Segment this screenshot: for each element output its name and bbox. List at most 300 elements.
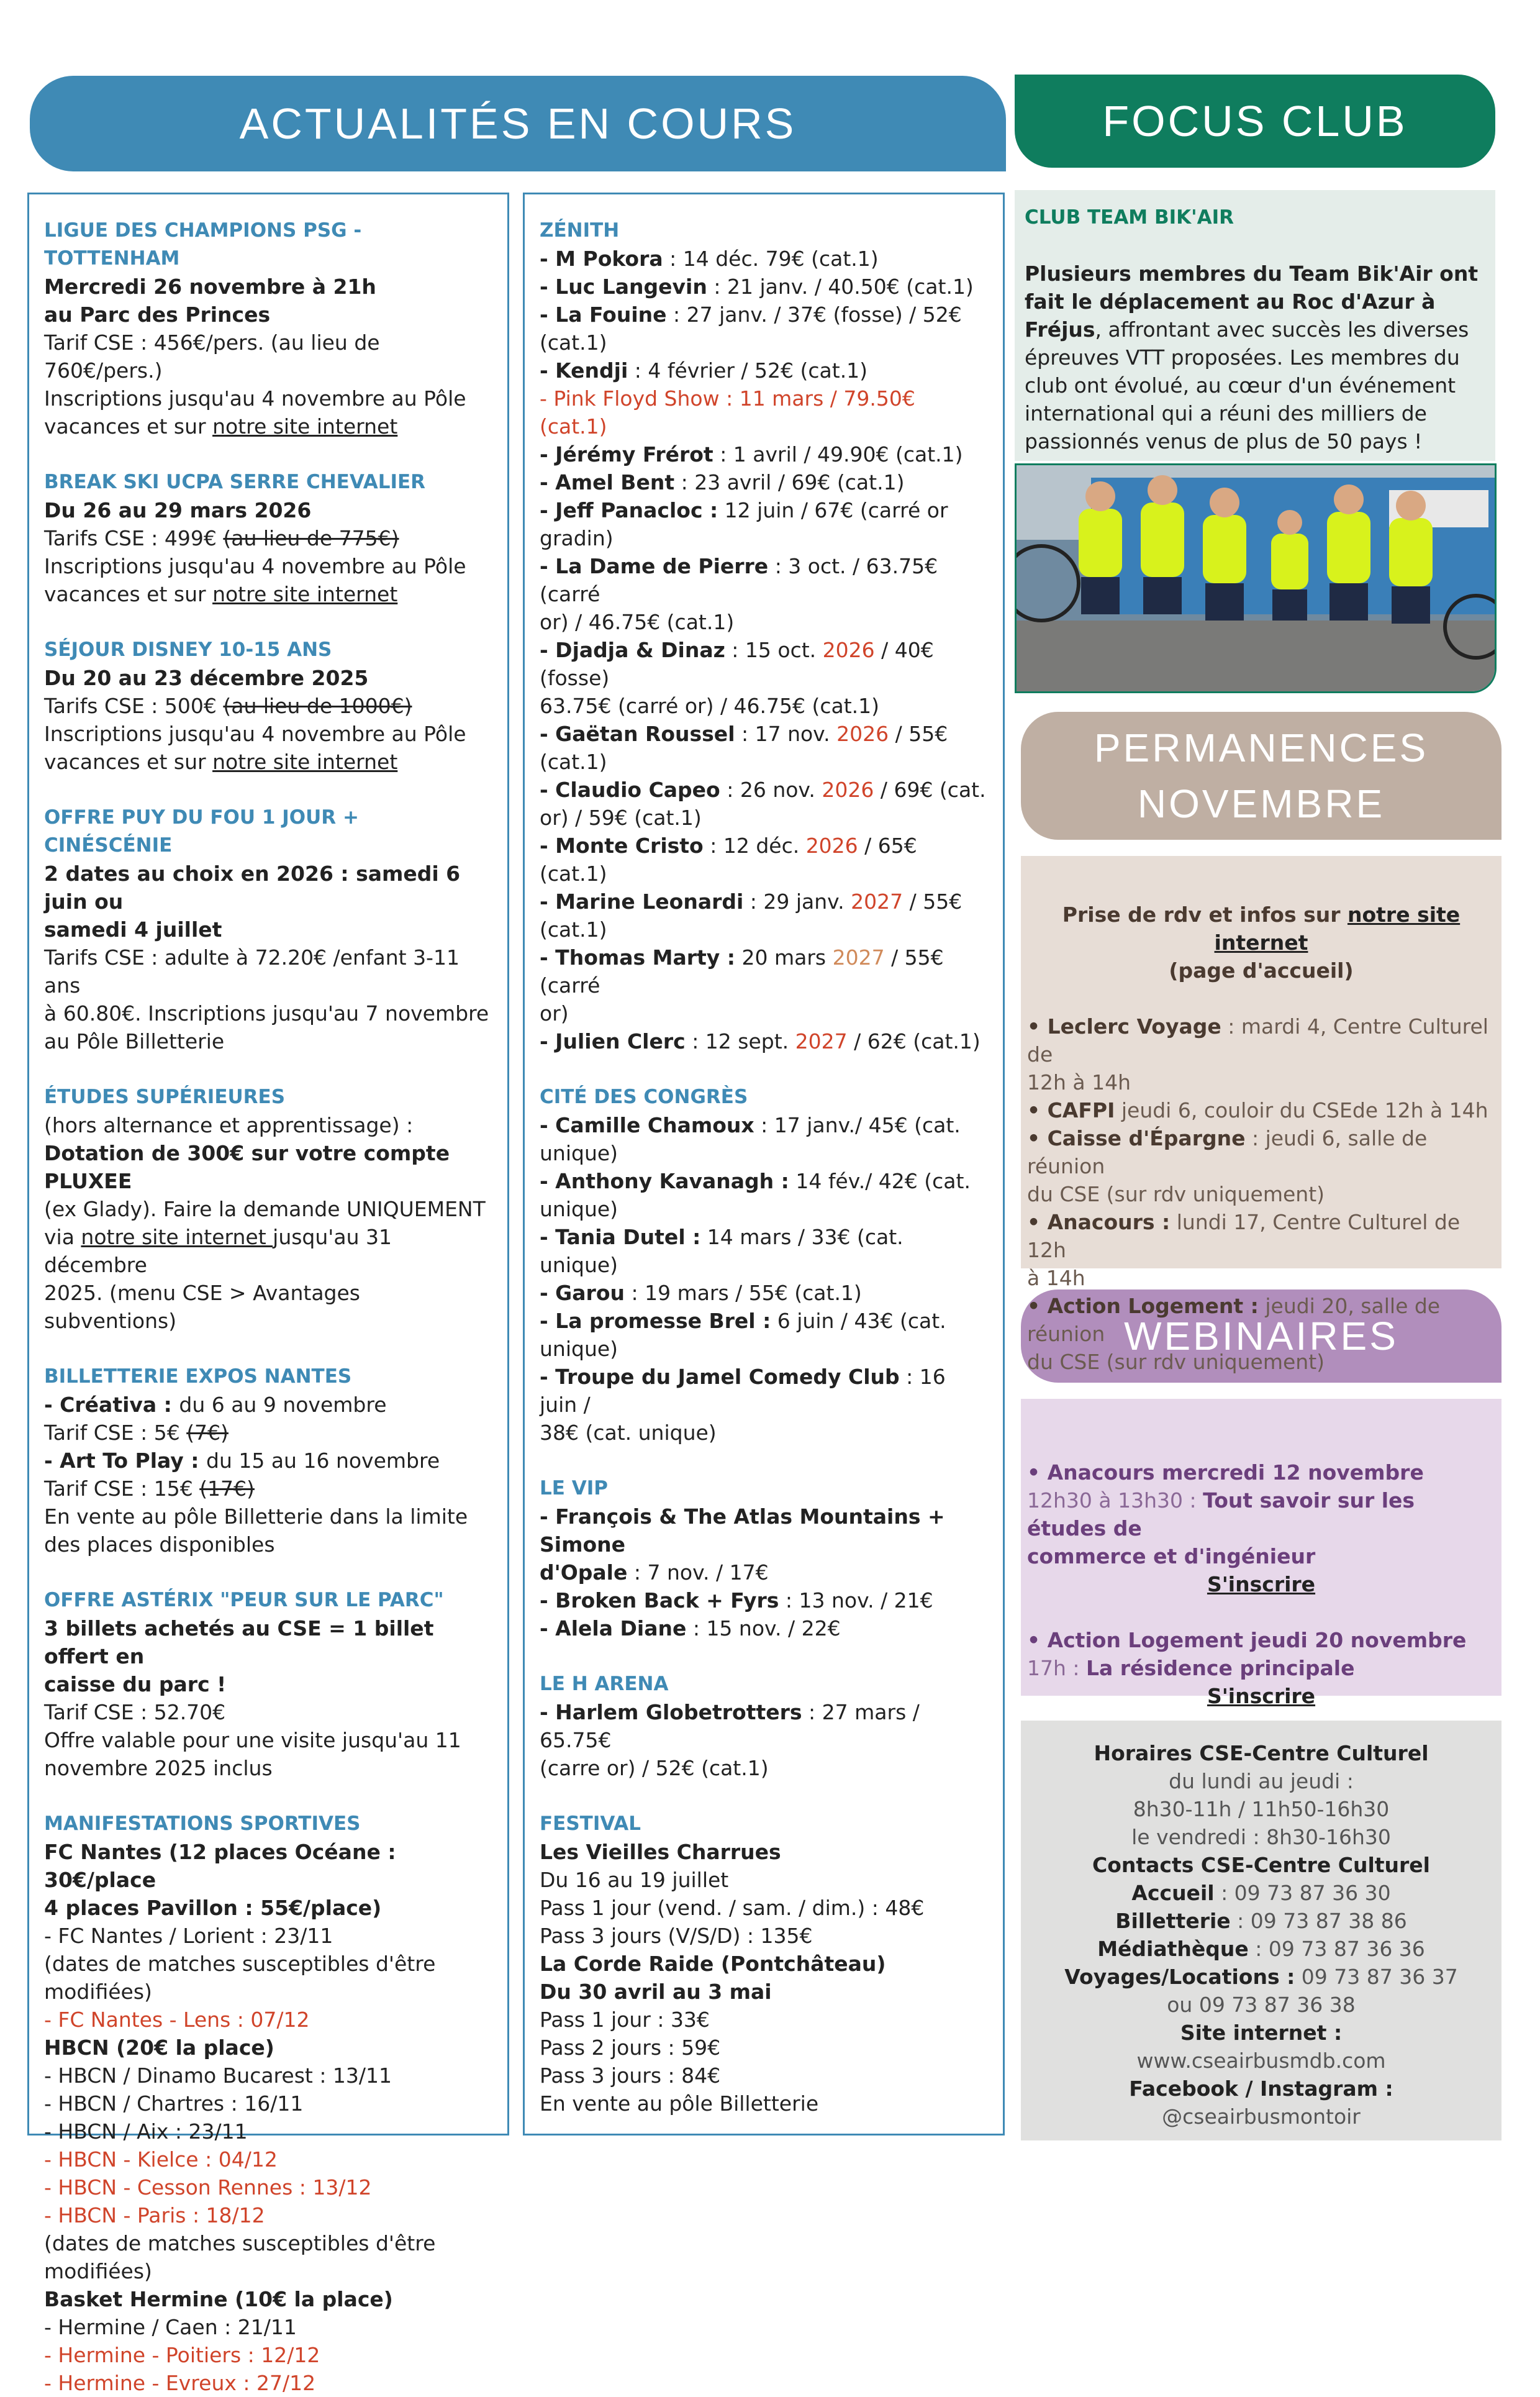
text-line: Basket Hermine (10€ la place) bbox=[44, 2287, 393, 2311]
focus-club-box bbox=[1015, 190, 1495, 461]
text-line: Tarif CSE : 456€/pers. (au lieu de 760€/pers.) bbox=[44, 330, 380, 383]
site-link[interactable]: notre site internet bbox=[212, 582, 398, 606]
text-line: - Hermine / Caen : 21/11 bbox=[44, 2315, 297, 2339]
text-line bbox=[1027, 1963, 1495, 1991]
section-heading: BILLETTERIE EXPOS NANTES bbox=[44, 1365, 352, 1388]
section-heading: OFFRE ASTÉRIX "PEUR SUR LE PARC" bbox=[44, 1589, 444, 1611]
text: Tarifs CSE : 499€ bbox=[44, 526, 224, 550]
year: 2027 bbox=[851, 889, 904, 914]
text: : 12 sept. bbox=[685, 1029, 795, 1053]
text-line: 4 places Pavillon : 55€/place) bbox=[44, 1896, 382, 1920]
text-line bbox=[540, 357, 988, 384]
harena-section bbox=[540, 1670, 988, 1782]
section-heading: LE VIP bbox=[540, 1477, 608, 1499]
text-line bbox=[540, 1307, 988, 1335]
text-line: 2 dates au choix en 2026 : samedi 6 juin ou bbox=[44, 862, 461, 914]
festival-section bbox=[540, 1810, 988, 2117]
text-line bbox=[1027, 901, 1495, 957]
text: vacances et sur bbox=[44, 750, 213, 774]
text-line: (dates de matches susceptibles d'être bbox=[44, 2231, 436, 2255]
text-line: club ont évolué, au cœur d'un événement bbox=[1025, 373, 1456, 398]
text-line: au Pôle Billetterie bbox=[44, 1029, 225, 1053]
artist: - Thomas Marty : bbox=[540, 945, 735, 970]
section-heading: LIGUE DES CHAMPIONS PSG - TOTTENHAM bbox=[44, 219, 362, 270]
text-line bbox=[44, 1419, 492, 1447]
text-line bbox=[44, 412, 492, 440]
text-line: Pass 3 jours : 84€ bbox=[540, 2063, 721, 2088]
text: via bbox=[44, 1225, 81, 1249]
text-line: Inscriptions jusqu'au 4 novembre au Pôle bbox=[44, 554, 466, 578]
text-line: FC Nantes (12 places Océane : 30€/place bbox=[44, 1840, 396, 1892]
text: vacances et sur bbox=[44, 582, 213, 606]
text-line: (page d'accueil) bbox=[1169, 958, 1354, 983]
text-line: Du 26 au 29 mars 2026 bbox=[44, 498, 312, 522]
congres-section bbox=[540, 1083, 988, 1447]
text: 17h : bbox=[1027, 1656, 1087, 1680]
text-line: Tarifs CSE : adulte à 72.20€ /enfant 3-11 ans bbox=[44, 945, 460, 998]
artist: d'Opale bbox=[540, 1560, 628, 1585]
section-heading: CITÉ DES CONGRÈS bbox=[540, 1086, 748, 1108]
text-line: - HBCN / Dinamo Bucarest : 13/11 bbox=[44, 2063, 392, 2088]
text-line: du CSE (sur rdv uniquement) bbox=[1027, 1182, 1325, 1206]
artist: - Marine Leonardi bbox=[540, 889, 744, 914]
text: : 12 déc. bbox=[703, 834, 806, 858]
text: : 19 mars / 55€ (cat.1) bbox=[624, 1281, 862, 1305]
section-heading: ZÉNITH bbox=[540, 219, 620, 242]
artist: - Camille Chamoux bbox=[540, 1113, 754, 1137]
text-line: novembre 2025 inclus bbox=[44, 1756, 273, 1780]
text: 12 juin / 67€ (carré or bbox=[718, 498, 948, 522]
text-line bbox=[44, 524, 492, 552]
webinar-topic: Tout savoir sur les études de bbox=[1027, 1488, 1415, 1540]
artist: - Jérémy Frérot bbox=[540, 442, 713, 466]
text-line: - François & The Atlas Mountains + Simone bbox=[540, 1504, 945, 1557]
text-line bbox=[540, 1111, 988, 1139]
text: : 15 nov. / 22€ bbox=[686, 1616, 841, 1640]
text-line bbox=[540, 468, 988, 496]
text-line bbox=[540, 1363, 988, 1419]
partner: • Action Logement : bbox=[1027, 1294, 1259, 1318]
text-line bbox=[540, 552, 988, 608]
year: 2027 bbox=[795, 1029, 848, 1053]
text: du 6 au 9 novembre bbox=[179, 1393, 387, 1417]
sport-section bbox=[44, 1810, 492, 2397]
text: 14 fév./ 42€ (cat. bbox=[789, 1169, 971, 1193]
year: 2026 bbox=[836, 722, 889, 746]
text-line bbox=[540, 273, 988, 301]
text-line bbox=[1027, 1935, 1495, 1963]
psg-section bbox=[44, 217, 492, 440]
section-heading: OFFRE PUY DU FOU 1 JOUR + CINÉSCÉNIE bbox=[44, 806, 359, 857]
text-line bbox=[1025, 316, 1485, 343]
section-heading: BREAK SKI UCPA SERRE CHEVALIER bbox=[44, 471, 426, 493]
permanences-title-2: NOVEMBRE bbox=[1137, 781, 1385, 826]
text: : 29 janv. bbox=[743, 889, 851, 914]
permanences-title-1: PERMANENCES bbox=[1094, 725, 1429, 770]
section-heading: FESTIVAL bbox=[540, 1813, 641, 1835]
section-heading: MANIFESTATIONS SPORTIVES bbox=[44, 1813, 361, 1835]
text-line: - HBCN / Chartres : 16/11 bbox=[44, 2091, 304, 2116]
text-line: du lundi au jeudi : bbox=[1169, 1769, 1354, 1793]
year: 2026 bbox=[822, 778, 874, 802]
text: : 13 nov. / 21€ bbox=[779, 1588, 933, 1612]
text-line bbox=[1027, 1654, 1495, 1682]
disney-section bbox=[44, 636, 492, 776]
text-line: Mercredi 26 novembre à 21h bbox=[44, 275, 376, 299]
text: : 27 mars / 65.75€ bbox=[540, 1700, 920, 1752]
text-line: (cat.1) bbox=[540, 917, 607, 942]
text-line: - FC Nantes / Lorient : 23/11 bbox=[44, 1924, 333, 1948]
text-line bbox=[540, 1558, 988, 1586]
text: du 15 au 16 novembre bbox=[206, 1449, 440, 1473]
partner: • Anacours : bbox=[1027, 1210, 1171, 1234]
text: , affrontant avec succès les diverses bbox=[1095, 317, 1469, 342]
team-photo bbox=[1015, 463, 1497, 693]
artist: - Gaëtan Roussel bbox=[540, 722, 735, 746]
actualites-column-1 bbox=[27, 193, 509, 2395]
text-line: or) / 46.75€ (cat.1) bbox=[540, 610, 735, 634]
focus-club-heading: CLUB TEAM BIK'AIR bbox=[1025, 206, 1234, 229]
text-line: 12h à 14h bbox=[1027, 1070, 1131, 1094]
actualites-title: ACTUALITÉS EN COURS bbox=[239, 99, 797, 148]
artist: - Djadja & Dinaz bbox=[540, 638, 725, 662]
text-line bbox=[44, 1475, 492, 1503]
text-line bbox=[540, 1167, 988, 1195]
asterix-section bbox=[44, 1586, 492, 1782]
text-line: Facebook / Instagram : bbox=[1129, 2076, 1393, 2101]
text-line bbox=[540, 720, 988, 776]
text-line bbox=[1027, 1907, 1495, 1935]
text: Accueil bbox=[1131, 1881, 1215, 1905]
text-line: Inscriptions jusqu'au 4 novembre au Pôle bbox=[44, 722, 466, 746]
text: 20 mars bbox=[735, 945, 833, 970]
text-line: HBCN (20€ la place) bbox=[44, 2035, 274, 2060]
text-line: 63.75€ (carré or) / 46.75€ (cat.1) bbox=[540, 694, 880, 718]
text: Tarif CSE : 5€ bbox=[44, 1421, 187, 1445]
text-line bbox=[540, 496, 988, 524]
text-line: La Corde Raide (Pontchâteau) bbox=[540, 1952, 886, 1976]
text-line: à 14h bbox=[1027, 1266, 1085, 1290]
text: / 55€ (cat.1) bbox=[540, 722, 948, 774]
artist: - Amel Bent bbox=[540, 470, 675, 494]
text-line bbox=[44, 1223, 492, 1279]
text-line: unique) bbox=[540, 1197, 618, 1221]
text-line bbox=[1027, 1208, 1495, 1264]
artist: - Tania Dutel : bbox=[540, 1225, 701, 1249]
partner: • Leclerc Voyage bbox=[1027, 1014, 1221, 1039]
text: Voyages/Locations : bbox=[1064, 1965, 1295, 1989]
text: / 55€ bbox=[903, 889, 962, 914]
text-line: 8h30-11h / 11h50-16h30 bbox=[1133, 1797, 1390, 1821]
text-line bbox=[44, 580, 492, 608]
text-line: le vendredi : 8h30-16h30 bbox=[1131, 1825, 1391, 1849]
text-line bbox=[44, 692, 492, 720]
site-link[interactable]: notre site internet bbox=[212, 750, 398, 774]
text: Tarifs CSE : 500€ bbox=[44, 694, 224, 718]
text-line: 2025. (menu CSE > Avantages subventions) bbox=[44, 1281, 360, 1333]
text: / 69€ (cat. bbox=[874, 778, 986, 802]
text-line bbox=[1027, 1012, 1495, 1068]
text: : 3 oct. / 63.75€ (carré bbox=[540, 554, 938, 606]
artist: - La Dame de Pierre bbox=[540, 554, 769, 578]
focus-club-title: FOCUS CLUB bbox=[1102, 97, 1408, 145]
text-line: - HBCN - Paris : 18/12 bbox=[44, 2203, 265, 2227]
site-link[interactable]: notre site internet bbox=[1214, 903, 1461, 955]
artist: - La promesse Brel : bbox=[540, 1309, 771, 1333]
text-line: (ex Glady). Faire la demande UNIQUEMENT bbox=[44, 1197, 486, 1221]
old-price: (17€) bbox=[199, 1476, 255, 1501]
permanences-banner bbox=[1021, 712, 1502, 840]
old-price: (7€) bbox=[186, 1421, 229, 1445]
partner: • Caisse d'Épargne bbox=[1027, 1126, 1246, 1150]
contact-info-box bbox=[1021, 1721, 1502, 2140]
text: : 26 nov. bbox=[720, 778, 822, 802]
text-line bbox=[540, 440, 988, 468]
text: jeudi 6, couloir du CSEde 12h à 14h bbox=[1115, 1098, 1488, 1122]
text-line: samedi 4 juillet bbox=[44, 917, 222, 942]
text: lundi 17, Centre Culturel de 12h bbox=[1027, 1210, 1461, 1262]
text: : 16 juin / bbox=[540, 1365, 946, 1417]
artist: - Monte Cristo bbox=[540, 834, 704, 858]
text-line bbox=[540, 1223, 988, 1279]
text-line: or) bbox=[540, 1001, 569, 1026]
text-line: Inscriptions jusqu'au 4 novembre au Pôle bbox=[44, 386, 466, 411]
text-line bbox=[540, 1586, 988, 1614]
text-line: - Hermine - Poitiers : 12/12 bbox=[44, 2343, 320, 2367]
text: 6 juin / 43€ (cat. bbox=[771, 1309, 946, 1333]
actualites-column-2 bbox=[523, 193, 1005, 2135]
text-line bbox=[1027, 1292, 1495, 1348]
text-line bbox=[1027, 1486, 1495, 1542]
artist: - Anthony Kavanagh : bbox=[540, 1169, 789, 1193]
text-line: Pass 1 jour (vend. / sam. / dim.) : 48€ bbox=[540, 1896, 925, 1920]
webinaires-box bbox=[1021, 1399, 1502, 1708]
text-line bbox=[1027, 1879, 1495, 1907]
text-line: unique) bbox=[540, 1141, 618, 1165]
text-line: Contacts CSE-Centre Culturel bbox=[1092, 1853, 1430, 1877]
spacer bbox=[1027, 985, 1495, 1012]
team-photo-illustration bbox=[1017, 465, 1497, 693]
text-line bbox=[1027, 1096, 1495, 1124]
text-line: - Pink Floyd Show : 11 mars / 79.50€ (cat.1) bbox=[540, 386, 915, 439]
webinar-topic: La résidence principale bbox=[1086, 1656, 1355, 1680]
text: / 40€ (fosse) bbox=[540, 638, 934, 690]
text-line: Les Vieilles Charrues bbox=[540, 1840, 781, 1864]
phone: : 09 73 87 36 36 bbox=[1248, 1937, 1425, 1961]
text-line bbox=[540, 832, 988, 888]
text-line: Pass 2 jours : 59€ bbox=[540, 2035, 721, 2060]
text-line: modifiées) bbox=[44, 1980, 152, 2004]
spacer bbox=[1025, 232, 1485, 260]
text-line bbox=[1027, 1682, 1495, 1710]
text: : 27 janv. / 37€ (fosse) / 52€ bbox=[666, 302, 962, 327]
text-line bbox=[540, 944, 988, 999]
puydufou-section bbox=[44, 804, 492, 1055]
artist: - Harlem Globetrotters bbox=[540, 1700, 802, 1724]
text-line bbox=[540, 776, 988, 804]
text-line bbox=[1027, 1124, 1495, 1180]
text-line bbox=[1027, 1570, 1495, 1598]
text-line: (cat.1) bbox=[540, 330, 607, 355]
text: / 65€ (cat.1) bbox=[540, 834, 917, 886]
ski-section bbox=[44, 468, 492, 608]
text: Médiathèque bbox=[1097, 1937, 1249, 1961]
text-line: au Parc des Princes bbox=[44, 302, 271, 327]
text: Prise de rdv et infos sur bbox=[1062, 903, 1348, 927]
register-link[interactable]: S'inscrire bbox=[1207, 1572, 1316, 1596]
artist: - Troupe du Jamel Comedy Club bbox=[540, 1365, 900, 1389]
text-line bbox=[44, 1447, 492, 1475]
text: vacances et sur bbox=[44, 414, 213, 439]
text-line: 38€ (cat. unique) bbox=[540, 1421, 717, 1445]
webinar-title: • Action Logement jeudi 20 novembre bbox=[1027, 1628, 1467, 1652]
text: : 21 janv. / 40.50€ (cat.1) bbox=[707, 275, 974, 299]
text-line bbox=[540, 1698, 988, 1754]
register-link[interactable]: S'inscrire bbox=[1207, 1684, 1316, 1708]
expos-section bbox=[44, 1363, 492, 1558]
webinaires-title: WEBINAIRES bbox=[1124, 1314, 1398, 1358]
focus-club-banner bbox=[1015, 75, 1495, 168]
text-line: fait le déplacement au Roc d'Azur à bbox=[1025, 289, 1436, 314]
webinar-title: • Anacours mercredi 12 novembre bbox=[1027, 1460, 1424, 1485]
text-line: Pass 3 jours (V/S/D) : 135€ bbox=[540, 1924, 813, 1948]
text-line: En vente au pôle Billetterie dans la limite bbox=[44, 1504, 468, 1529]
event-name: - Créativa : bbox=[44, 1393, 179, 1417]
year: 2026 bbox=[822, 638, 875, 662]
vip-section bbox=[540, 1475, 988, 1642]
section-heading: ÉTUDES SUPÉRIEURES bbox=[44, 1086, 286, 1108]
text: : 17 nov. bbox=[735, 722, 837, 746]
text-line: Du 16 au 19 juillet bbox=[540, 1868, 729, 1892]
text-line: des places disponibles bbox=[44, 1532, 275, 1557]
artist: - Claudio Capeo bbox=[540, 778, 720, 802]
artist: - Garou bbox=[540, 1281, 625, 1305]
text: : jeudi 6, salle de réunion bbox=[1027, 1126, 1428, 1178]
text-line bbox=[540, 1279, 988, 1307]
text: : 7 nov. / 17€ bbox=[627, 1560, 769, 1585]
text-line: international qui a réuni des milliers de bbox=[1025, 401, 1427, 425]
artist: - Alela Diane bbox=[540, 1616, 687, 1640]
old-price: (au lieu de 775€) bbox=[223, 526, 399, 550]
spacer bbox=[1027, 1598, 1495, 1626]
text-line: passionnés venus de plus de 50 pays ! bbox=[1025, 429, 1423, 453]
text: : mardi 4, Centre Culturel de bbox=[1027, 1014, 1488, 1067]
text-line: Tarif CSE : 52.70€ bbox=[44, 1700, 226, 1724]
text-line: - HBCN / Aix : 23/11 bbox=[44, 2119, 248, 2144]
text-line: - HBCN - Cesson Rennes : 13/12 bbox=[44, 2175, 372, 2199]
zenith-section bbox=[540, 217, 988, 1055]
text-line: Plusieurs membres du Team Bik'Air ont bbox=[1025, 262, 1479, 286]
text-line: Dotation de 300€ sur votre compte PLUXEE bbox=[44, 1141, 450, 1193]
text: Tarif CSE : 15€ bbox=[44, 1476, 200, 1501]
text-line: - Hermine - Evreux : 27/12 bbox=[44, 2371, 316, 2395]
old-price: (au lieu de 1000€) bbox=[223, 694, 412, 718]
site-link[interactable]: notre site internet bbox=[212, 414, 398, 439]
text-line: Offre valable pour une visite jusqu'au 11 bbox=[44, 1728, 461, 1752]
text-line: épreuves VTT proposées. Les membres du bbox=[1025, 345, 1460, 370]
site-link[interactable]: notre site internet bbox=[81, 1225, 273, 1249]
text-line: Du 20 au 23 décembre 2025 bbox=[44, 666, 369, 690]
text-line bbox=[44, 1391, 492, 1419]
text: Fréjus bbox=[1025, 317, 1095, 342]
phone: 09 73 87 36 37 bbox=[1295, 1965, 1458, 1989]
text-line: - FC Nantes - Lens : 07/12 bbox=[44, 2008, 310, 2032]
website-link[interactable]: www.cseairbusmdb.com bbox=[1136, 2049, 1386, 2073]
text-line: ou 09 73 87 36 38 bbox=[1167, 1993, 1356, 2017]
text-line: En vente au pôle Billetterie bbox=[540, 2091, 819, 2116]
text-line: - HBCN - Kielce : 04/12 bbox=[44, 2147, 278, 2172]
etudes-section bbox=[44, 1083, 492, 1335]
event-name: - Art To Play : bbox=[44, 1449, 206, 1473]
text: 14 mars / 33€ (cat. unique) bbox=[540, 1225, 904, 1277]
artist: - Julien Clerc bbox=[540, 1029, 686, 1053]
artist: - Jeff Panacloc : bbox=[540, 498, 718, 522]
text-line bbox=[540, 245, 988, 273]
artist: - Luc Langevin bbox=[540, 275, 707, 299]
text-line bbox=[540, 1027, 988, 1055]
text-line: à 60.80€. Inscriptions jusqu'au 7 novembre bbox=[44, 1001, 489, 1026]
text-line: (hors alternance et apprentissage) : bbox=[44, 1113, 414, 1137]
text-line bbox=[540, 636, 988, 692]
text: / 55€ (carré bbox=[540, 945, 944, 998]
text: : 4 février / 52€ (cat.1) bbox=[628, 358, 868, 383]
section-heading: LE H ARENA bbox=[540, 1673, 669, 1695]
text: : 15 oct. bbox=[725, 638, 823, 662]
text-line bbox=[540, 301, 988, 329]
year: 2027 bbox=[832, 945, 885, 970]
phone: : 09 73 87 38 86 bbox=[1230, 1909, 1407, 1933]
partner: • CAFPI bbox=[1027, 1098, 1115, 1122]
text-line: du CSE (sur rdv uniquement) bbox=[1027, 1350, 1325, 1374]
text-line: 3 billets achetés au CSE = 1 billet offert en bbox=[44, 1616, 434, 1668]
text-line: modifiées) bbox=[44, 2259, 152, 2283]
actualites-banner bbox=[30, 76, 1006, 171]
text-line: Site internet : bbox=[1180, 2021, 1343, 2045]
text-line: Pass 1 jour : 33€ bbox=[540, 2008, 710, 2032]
text-line: or) / 59€ (cat.1) bbox=[540, 806, 702, 830]
text-line: gradin) bbox=[540, 526, 614, 550]
phone: : 09 73 87 36 30 bbox=[1214, 1881, 1391, 1905]
year: 2026 bbox=[805, 834, 858, 858]
text-line: (carre or) / 52€ (cat.1) bbox=[540, 1756, 769, 1780]
permanences-intro bbox=[1027, 901, 1495, 985]
text: / 62€ (cat.1) bbox=[847, 1029, 981, 1053]
social-handle[interactable]: @cseairbusmontoir bbox=[1162, 2104, 1361, 2129]
text: jeudi 20, salle de réunion bbox=[1027, 1294, 1441, 1346]
artist: - Broken Back + Fyrs bbox=[540, 1588, 779, 1612]
webinar-topic: commerce et d'ingénieur bbox=[1027, 1544, 1316, 1568]
text-line: caisse du parc ! bbox=[44, 1672, 227, 1696]
text-line bbox=[540, 888, 988, 916]
artist: - M Pokora bbox=[540, 247, 663, 271]
text: : 14 déc. 79€ (cat.1) bbox=[663, 247, 879, 271]
text-line bbox=[44, 748, 492, 776]
text: jusqu'au 31 décembre bbox=[44, 1225, 392, 1277]
text: : 1 avril / 49.90€ (cat.1) bbox=[713, 442, 963, 466]
text-line: Horaires CSE-Centre Culturel bbox=[1094, 1741, 1429, 1765]
text: 12h30 à 13h30 : bbox=[1027, 1488, 1203, 1512]
text-line: Du 30 avril au 3 mai bbox=[540, 1980, 772, 2004]
artist: - La Fouine bbox=[540, 302, 667, 327]
text: : 17 janv./ 45€ (cat. bbox=[754, 1113, 961, 1137]
text-line: (dates de matches susceptibles d'être bbox=[44, 1952, 436, 1976]
text: Billetterie bbox=[1115, 1909, 1231, 1933]
section-heading: SÉJOUR DISNEY 10-15 ANS bbox=[44, 639, 332, 661]
artist: - Kendji bbox=[540, 358, 628, 383]
text-line bbox=[540, 1614, 988, 1642]
text-line: unique) bbox=[540, 1337, 618, 1361]
text: : 23 avril / 69€ (cat.1) bbox=[674, 470, 905, 494]
